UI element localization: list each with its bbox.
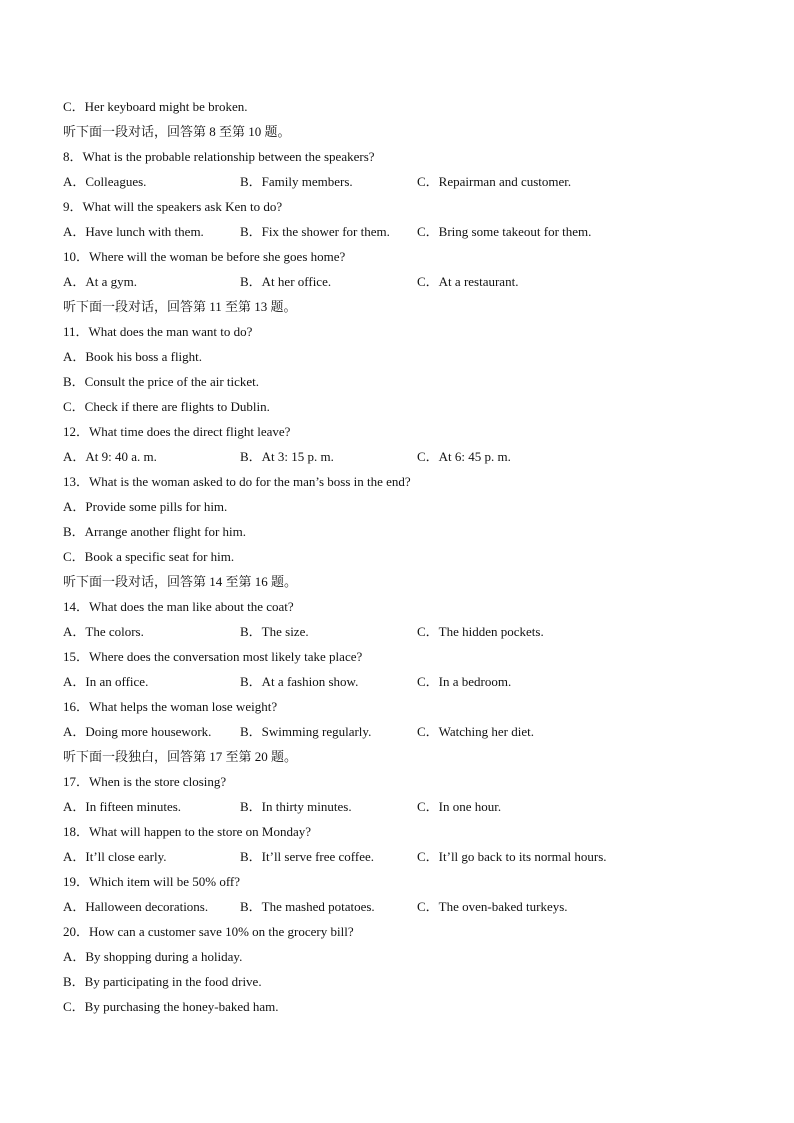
options-12 — [63, 447, 794, 472]
options-18 — [63, 847, 794, 872]
options-10 — [63, 272, 794, 297]
option-a: A．It’ll close early. — [63, 849, 167, 864]
option-a: A．At a gym. — [63, 274, 138, 289]
option-b: B．Arrange another flight for him. — [63, 524, 247, 539]
option-c: C．The hidden pockets. — [417, 624, 544, 639]
options-15 — [63, 672, 794, 697]
option-b: B．The size. — [240, 624, 309, 639]
options-8 — [63, 172, 794, 197]
option-c: C．It’ll go back to its normal hours. — [417, 849, 607, 864]
question-10: 10．Where will the woman be before she goes home? — [63, 249, 346, 264]
question-8: 8．What is the probable relationship between the speakers? — [63, 149, 375, 164]
options-9 — [63, 222, 794, 247]
lead-option: C．Her keyboard might be broken. — [63, 99, 248, 114]
option-c: C．Watching her diet. — [417, 724, 535, 739]
option-b: B．The mashed potatoes. — [240, 899, 375, 914]
question-14: 14．What does the man like about the coat? — [63, 599, 294, 614]
option-c: C．At a restaurant. — [417, 274, 519, 289]
options-17 — [63, 797, 794, 822]
option-a: A．Doing more housework. — [63, 724, 212, 739]
option-c: C．Book a specific seat for him. — [63, 549, 235, 564]
option-c: C．The oven-baked turkeys. — [417, 899, 568, 914]
option-a: A．In an office. — [63, 674, 149, 689]
option-c: C．Bring some takeout for them. — [417, 224, 592, 239]
section-header: 听下面一段对话，回答第 8 至第 10 题。 — [63, 124, 291, 139]
question-13: 13．What is the woman asked to do for the man’s boss in the end? — [63, 474, 411, 489]
section-17-20 — [63, 747, 794, 1022]
option-b: B．Fix the shower for them. — [240, 224, 390, 239]
option-c: C．Repairman and customer. — [417, 174, 572, 189]
question-17: 17．When is the store closing? — [63, 774, 227, 789]
option-b: B．Family members. — [240, 174, 353, 189]
option-a: A．By shopping during a holiday. — [63, 949, 243, 964]
option-c: C．Check if there are flights to Dublin. — [63, 399, 270, 414]
options-14 — [63, 622, 794, 647]
option-a: A．In fifteen minutes. — [63, 799, 182, 814]
question-15: 15．Where does the conversation most likely take place? — [63, 649, 363, 664]
question-18: 18．What will happen to the store on Monday? — [63, 824, 312, 839]
option-b: B．It’ll serve free coffee. — [240, 849, 375, 864]
section-header: 听下面一段独白，回答第 17 至第 20 题。 — [63, 749, 298, 764]
option-b: B．At 3: 15 p. m. — [240, 449, 334, 464]
option-b: B．By participating in the food drive. — [63, 974, 262, 989]
option-b: B．At a fashion show. — [240, 674, 359, 689]
option-a: A．Book his boss a flight. — [63, 349, 203, 364]
option-c: C．At 6: 45 p. m. — [417, 449, 511, 464]
option-a: A．At 9: 40 a. m. — [63, 449, 157, 464]
option-a: A．Halloween decorations. — [63, 899, 209, 914]
option-c: C．In a bedroom. — [417, 674, 512, 689]
section-14-16 — [63, 572, 794, 747]
question-9: 9．What will the speakers ask Ken to do? — [63, 199, 283, 214]
option-b: B．In thirty minutes. — [240, 799, 352, 814]
option-c: C．In one hour. — [417, 799, 502, 814]
question-12: 12．What time does the direct flight leave? — [63, 424, 291, 439]
option-a: A．The colors. — [63, 624, 144, 639]
question-11: 11．What does the man want to do? — [63, 324, 253, 339]
section-8-10 — [63, 122, 794, 297]
option-a: A．Provide some pills for him. — [63, 499, 228, 514]
option-a: A．Colleagues. — [63, 174, 147, 189]
question-20: 20．How can a customer save 10% on the grocery bill? — [63, 924, 354, 939]
option-b: B．Consult the price of the air ticket. — [63, 374, 260, 389]
options-16 — [63, 722, 794, 747]
options-19 — [63, 897, 794, 922]
option-a: A．Have lunch with them. — [63, 224, 204, 239]
question-16: 16．What helps the woman lose weight? — [63, 699, 278, 714]
question-19: 19．Which item will be 50% off? — [63, 874, 241, 889]
section-11-13 — [63, 297, 794, 572]
option-b: B．At her office. — [240, 274, 332, 289]
option-c: C．By purchasing the honey-baked ham. — [63, 999, 279, 1014]
section-header: 听下面一段对话，回答第 11 至第 13 题。 — [63, 299, 297, 314]
option-b: B．Swimming regularly. — [240, 724, 372, 739]
section-header: 听下面一段对话，回答第 14 至第 16 题。 — [63, 574, 298, 589]
